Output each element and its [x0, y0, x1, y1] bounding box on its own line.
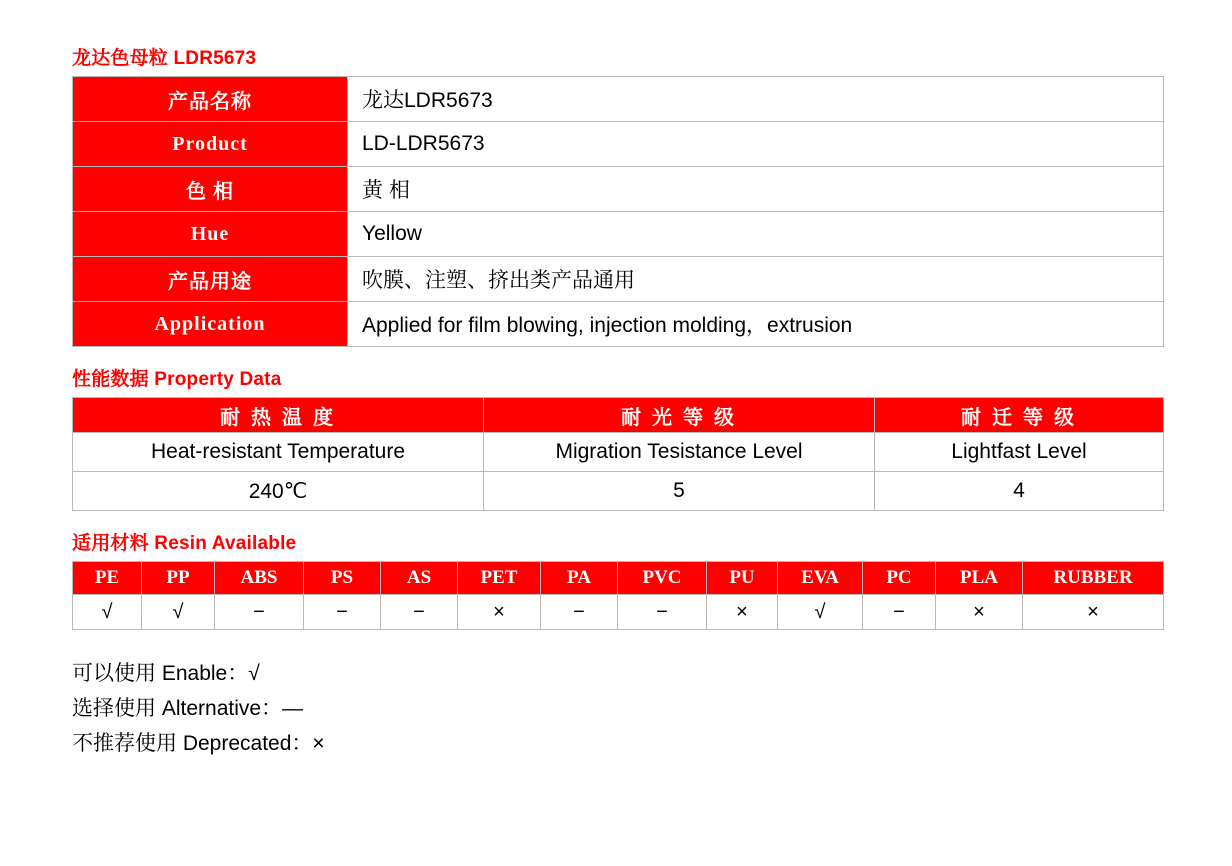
resin-header: PP — [142, 562, 215, 595]
table-row — [73, 122, 1164, 167]
resin-header: PC — [863, 562, 936, 595]
property-data-table — [72, 397, 1164, 511]
property-value: 240℃ — [73, 472, 484, 511]
resin-value: × — [458, 595, 541, 630]
property-header-cn: 耐 光 等 级 — [484, 398, 875, 433]
property-value: 5 — [484, 472, 875, 511]
legend-item: 可以使用 Enable：√ — [72, 662, 260, 685]
resin-header: PS — [304, 562, 381, 595]
table-row — [73, 77, 1164, 122]
product-row-label: 产品名称 — [73, 77, 348, 122]
product-row-label: Product — [73, 122, 348, 167]
resin-value: − — [618, 595, 707, 630]
resin-value: × — [1023, 595, 1164, 630]
property-value: 4 — [875, 472, 1164, 511]
table-row — [73, 167, 1164, 212]
product-row-label: 色 相 — [73, 167, 348, 212]
property-header-en: Lightfast Level — [875, 433, 1164, 472]
resin-value: × — [936, 595, 1023, 630]
resin-header: PVC — [618, 562, 707, 595]
resin-value: × — [707, 595, 778, 630]
resin-header: PA — [541, 562, 618, 595]
table-header-row — [73, 562, 1164, 595]
legend — [72, 656, 1164, 761]
table-header-row — [73, 398, 1164, 433]
product-row-value: Applied for film blowing, injection molding，extrusion — [348, 302, 1164, 347]
resin-header: EVA — [778, 562, 863, 595]
resin-header: PET — [458, 562, 541, 595]
product-row-label: 产品用途 — [73, 257, 348, 302]
product-row-value: 吹膜、注塑、挤出类产品通用 — [348, 257, 1164, 302]
table-row — [73, 595, 1164, 630]
resin-header: ABS — [215, 562, 304, 595]
resin-header: AS — [381, 562, 458, 595]
property-header-en: Heat-resistant Temperature — [73, 433, 484, 472]
resin-value: − — [304, 595, 381, 630]
product-row-value: Yellow — [348, 212, 1164, 257]
resin-value: √ — [73, 595, 142, 630]
product-section-title: 龙达色母粒 LDR5673 — [72, 48, 257, 69]
legend-item: 不推荐使用 Deprecated：× — [72, 732, 325, 755]
product-info-table — [72, 76, 1164, 347]
resin-value: √ — [142, 595, 215, 630]
table-row — [73, 472, 1164, 511]
resin-value: √ — [778, 595, 863, 630]
product-row-label: Hue — [73, 212, 348, 257]
table-row — [73, 302, 1164, 347]
product-row-value: 黄 相 — [348, 167, 1164, 212]
resin-value: − — [381, 595, 458, 630]
resin-header: PU — [707, 562, 778, 595]
product-row-label: Application — [73, 302, 348, 347]
resin-value: − — [541, 595, 618, 630]
property-header-cn: 耐 热 温 度 — [73, 398, 484, 433]
property-section-title: 性能数据 Property Data — [72, 369, 282, 390]
resin-header: PE — [73, 562, 142, 595]
legend-item: 选择使用 Alternative：— — [72, 697, 304, 720]
property-header-en: Migration Tesistance Level — [484, 433, 875, 472]
product-row-value: LD-LDR5673 — [348, 122, 1164, 167]
property-header-cn: 耐 迁 等 级 — [875, 398, 1164, 433]
resin-header: RUBBER — [1023, 562, 1164, 595]
table-row — [73, 433, 1164, 472]
product-row-value: 龙达LDR5673 — [348, 77, 1164, 122]
resin-section-title: 适用材料 Resin Available — [72, 533, 297, 554]
table-row — [73, 212, 1164, 257]
table-row — [73, 257, 1164, 302]
resin-header: PLA — [936, 562, 1023, 595]
resin-value: − — [863, 595, 936, 630]
resin-value: − — [215, 595, 304, 630]
resin-available-table — [72, 561, 1164, 630]
